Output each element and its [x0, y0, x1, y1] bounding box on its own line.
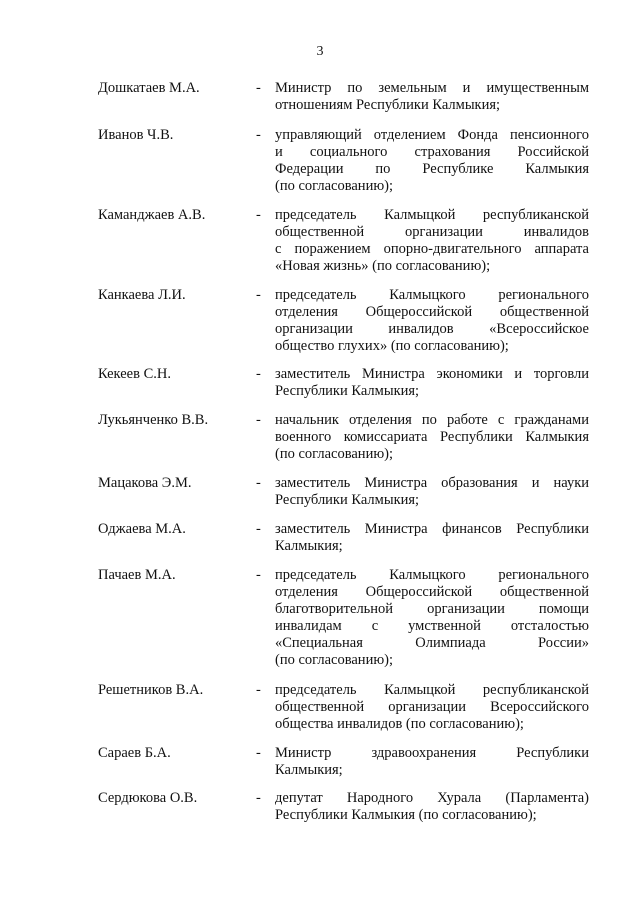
entry-dash: - — [256, 412, 261, 428]
member-position — [275, 287, 589, 355]
member-name: Пачаев М.А. — [98, 567, 176, 583]
position-line: организации инвалидов «Всероссийское — [275, 321, 589, 337]
member-position — [275, 80, 589, 114]
position-line: заместитель Министра финансов Республики — [275, 521, 589, 537]
entry-dash: - — [256, 475, 261, 491]
member-name: Решетников В.А. — [98, 682, 204, 698]
position-line: общественной организации Всероссийского — [275, 699, 589, 715]
position-line: Калмыкия; — [275, 538, 343, 554]
member-position — [275, 521, 589, 555]
entry-dash: - — [256, 567, 261, 583]
position-line: Республики Калмыкия; — [275, 383, 420, 399]
entry-dash: - — [256, 745, 261, 761]
member-name: Мацакова Э.М. — [98, 475, 192, 491]
entry-dash: - — [256, 127, 261, 143]
position-line: председатель Калмыцкой республиканской — [275, 682, 589, 698]
position-line: военного комиссариата Республики Калмыкия — [275, 429, 589, 445]
position-line: Калмыкия; — [275, 762, 343, 778]
position-line: Министр по земельным и имущественным — [275, 80, 589, 96]
position-line: отделения Общероссийской общественной — [275, 584, 589, 600]
member-position — [275, 207, 589, 275]
position-line: инвалидам с умственной отсталостью — [275, 618, 589, 634]
member-position — [275, 475, 589, 509]
position-line: отношениям Республики Калмыкия; — [275, 97, 501, 113]
member-name: Канкаева Л.И. — [98, 287, 186, 303]
entry-dash: - — [256, 207, 261, 223]
position-line: Федерации по Республике Калмыкия — [275, 161, 589, 177]
position-line: Республики Калмыкия; — [275, 492, 420, 508]
member-position — [275, 366, 589, 400]
entry-dash: - — [256, 790, 261, 806]
position-line: начальник отделения по работе с гражданами — [275, 412, 589, 428]
member-name: Кекеев С.Н. — [98, 366, 171, 382]
position-line: управляющий отделением Фонда пенсионного — [275, 127, 589, 143]
position-line: заместитель Министра образования и науки — [275, 475, 589, 491]
position-line: общественной организации инвалидов — [275, 224, 589, 240]
position-line: (по согласованию); — [275, 652, 394, 668]
member-name: Сараев Б.А. — [98, 745, 171, 761]
member-position — [275, 567, 589, 669]
page-number: 3 — [316, 44, 324, 59]
position-line: заместитель Министра экономики и торговли — [275, 366, 589, 382]
position-line: с поражением опорно-двигательного аппарата — [275, 241, 589, 257]
position-line: председатель Калмыцкого регионального — [275, 567, 589, 583]
position-line: председатель Калмыцкого регионального — [275, 287, 589, 303]
position-line: «Новая жизнь» (по согласованию); — [275, 258, 491, 274]
position-line: благотворительной организации помощи — [275, 601, 589, 617]
member-position — [275, 745, 589, 779]
entry-dash: - — [256, 521, 261, 537]
member-position — [275, 412, 589, 463]
position-line: «Специальная Олимпиада России» — [275, 635, 589, 651]
member-name: Дошкатаев М.А. — [98, 80, 200, 96]
member-position — [275, 682, 589, 733]
position-line: Республики Калмыкия (по согласованию); — [275, 807, 537, 823]
position-line: общества инвалидов (по согласованию); — [275, 716, 524, 732]
position-line: и социального страхования Российской — [275, 144, 589, 160]
member-name: Оджаева М.А. — [98, 521, 186, 537]
position-line: общество глухих» (по согласованию); — [275, 338, 509, 354]
member-name: Лукьянченко В.В. — [98, 412, 209, 428]
member-position — [275, 127, 589, 195]
position-line: (по согласованию); — [275, 178, 394, 194]
position-line: депутат Народного Хурала (Парламента) — [275, 790, 589, 806]
position-line: Министр здравоохранения Республики — [275, 745, 589, 761]
position-line: отделения Общероссийской общественной — [275, 304, 589, 320]
position-line: (по согласованию); — [275, 446, 394, 462]
entry-dash: - — [256, 80, 261, 96]
entry-dash: - — [256, 366, 261, 382]
member-position — [275, 790, 589, 824]
member-name: Сердюкова О.В. — [98, 790, 198, 806]
member-name: Каманджаев А.В. — [98, 207, 206, 223]
entry-dash: - — [256, 287, 261, 303]
entry-dash: - — [256, 682, 261, 698]
position-line: председатель Калмыцкой республиканской — [275, 207, 589, 223]
member-name: Иванов Ч.В. — [98, 127, 174, 143]
